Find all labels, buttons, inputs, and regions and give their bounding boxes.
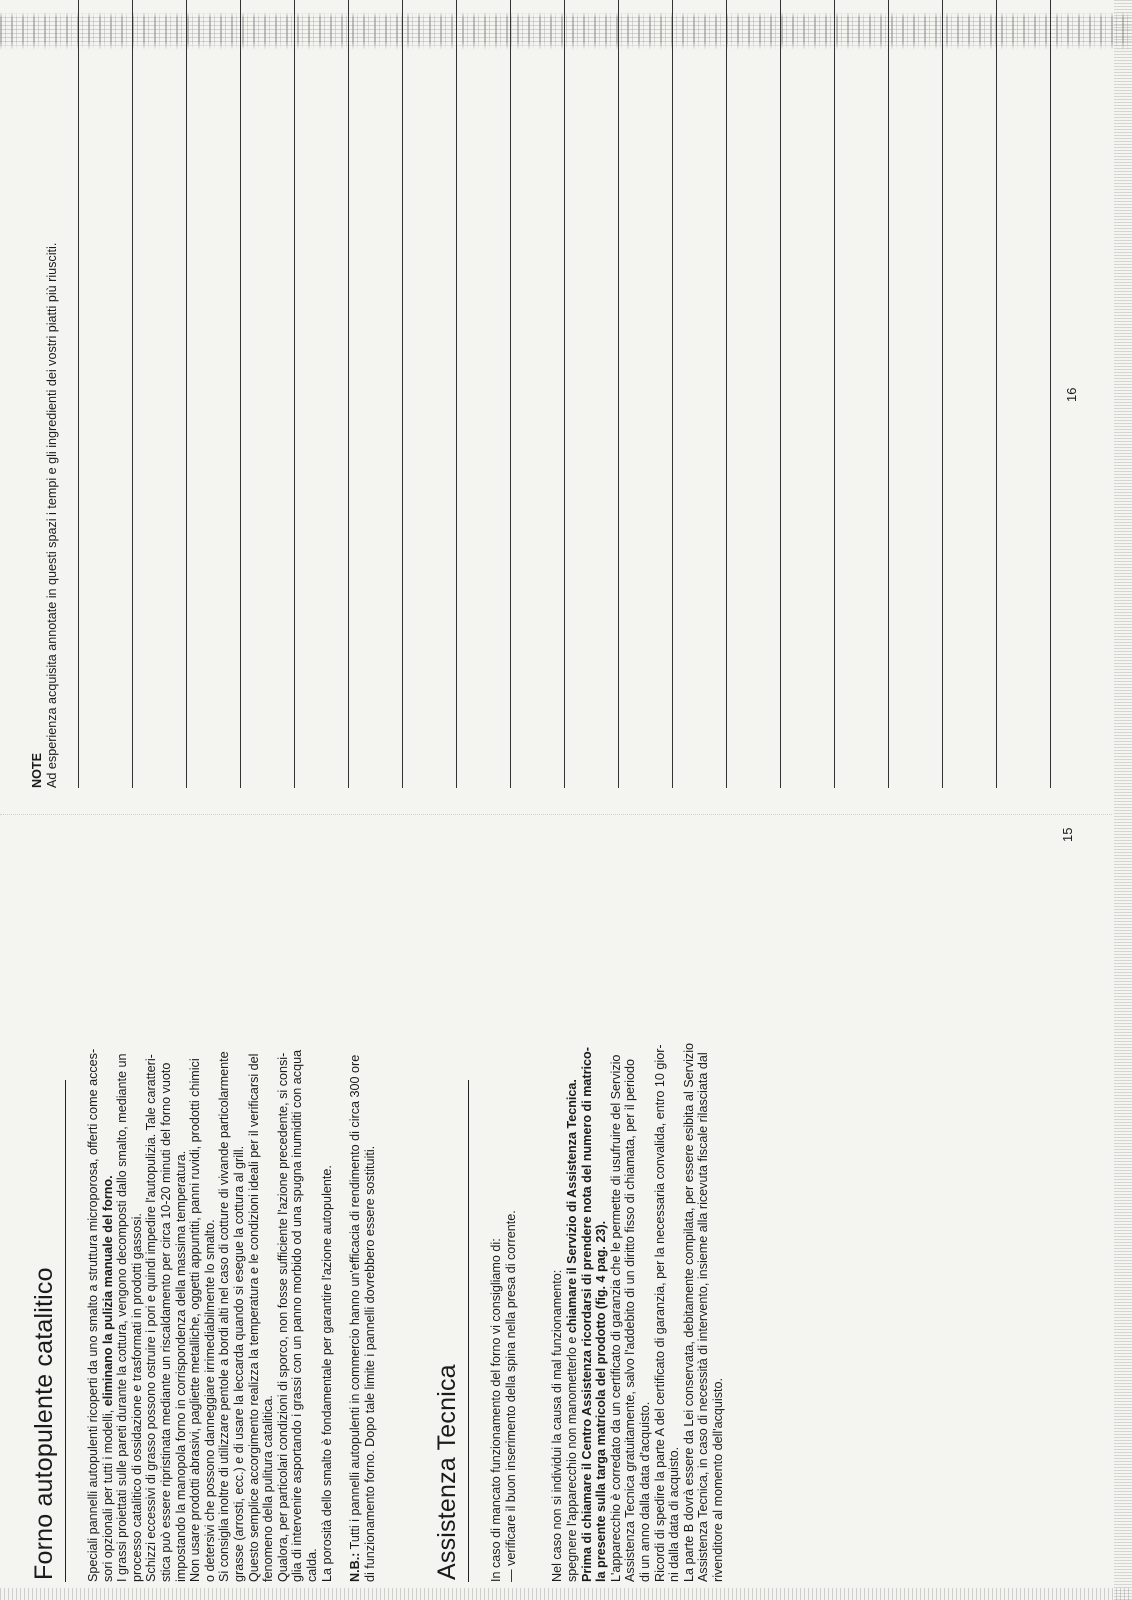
note-line (186, 0, 187, 788)
text-span-bold: eliminano la pulizia manuale del forno. (100, 1175, 115, 1407)
note-line (132, 0, 133, 788)
text-line: Prima di chiamare il Centro Assistenza ricordarsi di prendere nota del numero di matrico- (579, 1047, 594, 1582)
note-line (672, 0, 673, 788)
text-line: ni dalla data di acquisto. (667, 1446, 682, 1582)
note-line (888, 0, 889, 788)
page-16 (30, 28, 1110, 788)
note-line (834, 0, 835, 788)
text-line: — verificare il buon inserimento della spina nella presa di corrente. (503, 1210, 518, 1582)
note-line (942, 0, 943, 788)
note-line (240, 0, 241, 788)
text-line: Schizzi eccessivi di grasso possono ostruire i pori e quindi impedire l'autopulizia. Tale caratteri- (144, 1054, 159, 1582)
page-number: 16 (1064, 387, 1079, 402)
nb-text: Tutti i pannelli autopulenti in commercio hanno un'efficacia di rendimento di circa 300 ore (348, 1054, 363, 1553)
note-line (564, 0, 565, 788)
text-line: Nel caso non si individui la causa di mal funzionamento: (550, 1269, 565, 1582)
section-title-forno: Forno autopulente catalitico (30, 1080, 66, 1582)
text-line: processo catalitico di ossidazione e trasformati in prodotti gassosi. (129, 1213, 144, 1582)
text-line: impostando la manopola forno in corrispondenza della massima temperatura. (173, 1150, 188, 1582)
text-line: Ricordi di spedire la parte A del certificato di garanzia, per la necessaria convalida, entro 10 gior- (652, 1044, 667, 1582)
text-line: di un anno dalla data d'acquisto. (638, 1401, 653, 1582)
notes-subtitle: Ad esperienza acquisita annotate in questi spazi i tempi e gli ingredienti dei vostri piatti più riusciti. (44, 242, 59, 788)
text-span-bold: chiamare il Servizio di Assistenza Tecnica. (565, 1079, 580, 1334)
page-number: 15 (1060, 827, 1075, 842)
text-line: La parte B dovrà essere da Lei conservata, debitamente compilata, per essere esibita al Servizio (681, 1042, 696, 1582)
text-line: I grassi proiettati sulle pareti durante la cottura, vengono decomposti dallo smalto, mediante un (115, 1053, 130, 1582)
page-15 (30, 822, 1110, 1582)
text-line: di funzionamento forno. Dopo tale limite i pannelli dovrebbero essere sostituiti. (362, 1145, 377, 1582)
note-line (402, 0, 403, 788)
text-line: La porosità dello smalto è fondamentale per garantire l'azione autopulente. (319, 1165, 334, 1582)
note-line (78, 0, 79, 788)
text-line: glia di intervenire asportando i grassi con un panno morbido od una spugna inumiditi con acqua (290, 1049, 305, 1582)
text-line: stica può essere ripristinata mediante un riscaldamento per circa 10-20 minuti del forno vuoto (158, 1062, 173, 1582)
note-line (780, 0, 781, 788)
note-line (510, 0, 511, 788)
text-line: Non usare prodotti abrasivi, pagliette metalliche, oggetti appuntiti, panni ruvidi, prodotti chimici (188, 1058, 203, 1582)
text-line: Qualora, per particolari condizioni di sporco, non fosse sufficiente l'azione precedente, si consi- (275, 1052, 290, 1582)
text-line: Assistenza Tecnica, in caso di necessità di intervento, insieme alla ricevuta fiscale rilasciata dal (696, 1052, 711, 1582)
text-line: L'apparecchio è corredato da un certificato di garanzia che le permette di usufruire del Servizio (608, 1054, 623, 1582)
nb-label: N.B.: (348, 1552, 363, 1582)
note-line (456, 0, 457, 788)
text-line: Speciali pannelli autopulenti ricoperti da uno smalto a struttura microporosa, offerti come acces- (86, 1048, 100, 1582)
text-line: Questo semplice accorgimento realizza la temperatura e le condizioni ideali per il verificarsi del (246, 1053, 261, 1582)
text-line: Assistenza Tecnica gratuitamente, salvo l'addebito di un diritto fisso di chiamata, per il periodo (623, 1059, 638, 1582)
text-span: spegnere l'apparecchio non manometterlo e (565, 1333, 580, 1582)
text-line: In caso di mancato funzionamento del forno vi consigliamo di: (489, 1238, 504, 1582)
text-line: Si consiglia inoltre di utilizzare pentole a bordi alti nel caso di cotture di vivande particolarmente (217, 1051, 232, 1582)
text-span: sori opzionali per tutti i modelli, (100, 1409, 115, 1582)
text-line: o detersivi che possono danneggiare irrimediabilmente lo smalto. (202, 1219, 217, 1582)
text-line: grasse (arrosti, ecc.) e di usare la leccarda quando si esegue la cottura al grill. (231, 1145, 246, 1582)
scan-edge-right (1114, 0, 1132, 1600)
notes-header (30, 0, 59, 788)
text-line: rivenditore al momento dell'acquisto. (711, 1377, 725, 1582)
text-line: la presente sulla targa matricola del prodotto (fig. 4 pag. 23). (594, 1220, 609, 1582)
scan-edge-bottom (0, 1588, 1132, 1600)
note-line (348, 0, 349, 788)
note-line (996, 0, 997, 788)
notes-title: NOTE (30, 753, 44, 788)
note-line (726, 0, 727, 788)
note-line (618, 0, 619, 788)
section-title-assistenza: Assistenza Tecnica (433, 1080, 469, 1582)
text-line: calda. (304, 1548, 319, 1582)
note-line (1050, 0, 1051, 788)
note-line (294, 0, 295, 788)
text-line: fenomeno della pulitura catalitica. (261, 1395, 276, 1582)
